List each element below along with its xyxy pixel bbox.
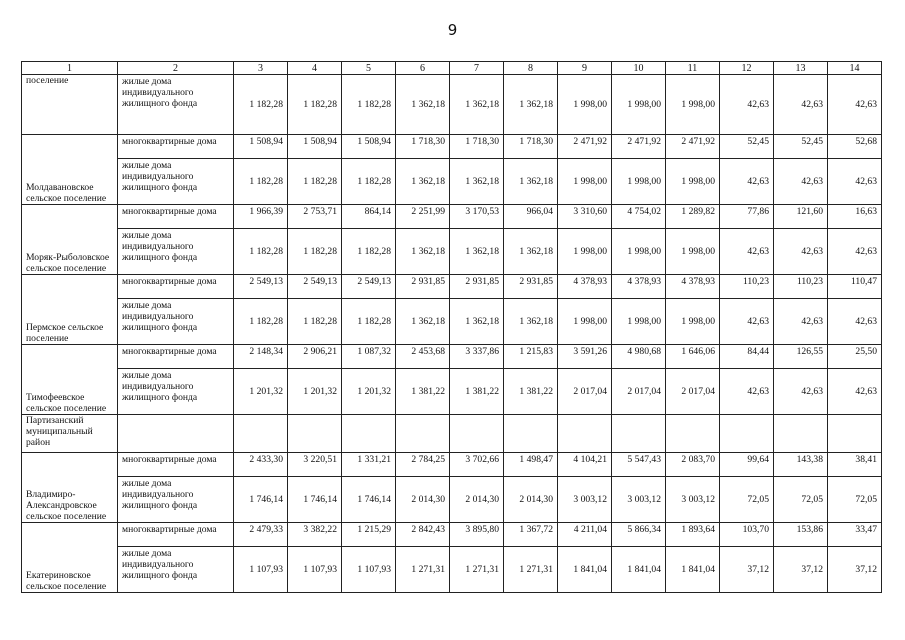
value-cell: 153,86 — [774, 523, 828, 547]
housing-type: жилые дома индивидуального жилищного фонда — [118, 299, 234, 345]
column-header: 13 — [774, 62, 828, 75]
column-header: 11 — [666, 62, 720, 75]
value-cell: 2 471,92 — [666, 135, 720, 159]
table-row — [22, 159, 882, 205]
value-cell: 37,12 — [720, 547, 774, 593]
value-cell: 1 182,28 — [342, 159, 396, 205]
value-cell: 1 998,00 — [666, 75, 720, 135]
value-cell — [612, 415, 666, 453]
value-cell: 1 362,18 — [504, 299, 558, 345]
value-cell: 1 498,47 — [504, 453, 558, 477]
value-cell: 1 998,00 — [612, 75, 666, 135]
housing-type: жилые дома индивидуального жилищного фонда — [118, 369, 234, 415]
value-cell: 2 433,30 — [234, 453, 288, 477]
value-cell: 1 998,00 — [612, 159, 666, 205]
value-cell: 37,12 — [828, 547, 882, 593]
value-cell: 1 362,18 — [396, 159, 450, 205]
value-cell: 5 866,34 — [612, 523, 666, 547]
settlement-name: Екатериновское сельское поселение — [22, 523, 118, 593]
settlement-name: Тимофеевское сельское поселение — [22, 345, 118, 415]
value-cell: 1 362,18 — [396, 299, 450, 345]
value-cell: 1 381,22 — [504, 369, 558, 415]
value-cell: 1 381,22 — [396, 369, 450, 415]
table-row — [22, 477, 882, 523]
value-cell: 1 746,14 — [342, 477, 396, 523]
value-cell: 3 702,66 — [450, 453, 504, 477]
value-cell: 2 931,85 — [396, 275, 450, 299]
value-cell: 25,50 — [828, 345, 882, 369]
value-cell: 1 841,04 — [666, 547, 720, 593]
value-cell: 110,47 — [828, 275, 882, 299]
value-cell: 2 014,30 — [396, 477, 450, 523]
value-cell: 2 931,85 — [450, 275, 504, 299]
value-cell: 1 362,18 — [450, 75, 504, 135]
value-cell — [504, 415, 558, 453]
table-row — [22, 135, 882, 159]
value-cell: 1 718,30 — [450, 135, 504, 159]
value-cell: 2 471,92 — [612, 135, 666, 159]
housing-type: жилые дома индивидуального жилищного фонда — [118, 75, 234, 135]
settlement-name: Пермское сельское поселение — [22, 275, 118, 345]
value-cell: 1 998,00 — [666, 229, 720, 275]
page-number: 9 — [447, 21, 458, 39]
value-cell: 2 148,34 — [234, 345, 288, 369]
value-cell: 1 841,04 — [612, 547, 666, 593]
value-cell: 2 471,92 — [558, 135, 612, 159]
value-cell: 1 998,00 — [558, 299, 612, 345]
table-row — [22, 205, 882, 229]
value-cell: 42,63 — [828, 75, 882, 135]
value-cell: 52,45 — [720, 135, 774, 159]
table-row — [22, 547, 882, 593]
value-cell: 1 746,14 — [288, 477, 342, 523]
housing-type: жилые дома индивидуального жилищного фонда — [118, 229, 234, 275]
value-cell: 42,63 — [774, 159, 828, 205]
value-cell: 1 201,32 — [234, 369, 288, 415]
value-cell: 1 271,31 — [450, 547, 504, 593]
value-cell: 42,63 — [828, 369, 882, 415]
value-cell: 4 104,21 — [558, 453, 612, 477]
value-cell: 1 746,14 — [234, 477, 288, 523]
column-header: 9 — [558, 62, 612, 75]
value-cell: 2 017,04 — [558, 369, 612, 415]
value-cell: 42,63 — [774, 229, 828, 275]
value-cell: 2 014,30 — [504, 477, 558, 523]
value-cell: 3 337,86 — [450, 345, 504, 369]
column-header-row — [22, 62, 882, 75]
column-header: 12 — [720, 62, 774, 75]
value-cell: 2 753,71 — [288, 205, 342, 229]
housing-type: многоквартирные дома — [118, 453, 234, 477]
value-cell: 42,63 — [828, 229, 882, 275]
value-cell: 84,44 — [720, 345, 774, 369]
value-cell: 3 310,60 — [558, 205, 612, 229]
value-cell: 42,63 — [720, 299, 774, 345]
table-row — [22, 75, 882, 135]
value-cell: 1 367,72 — [504, 523, 558, 547]
column-header: 5 — [342, 62, 396, 75]
value-cell: 1 271,31 — [504, 547, 558, 593]
value-cell — [450, 415, 504, 453]
value-cell: 42,63 — [720, 75, 774, 135]
value-cell: 1 182,28 — [288, 159, 342, 205]
value-cell: 4 378,93 — [558, 275, 612, 299]
housing-type: многоквартирные дома — [118, 205, 234, 229]
value-cell: 99,64 — [720, 453, 774, 477]
value-cell — [720, 415, 774, 453]
value-cell: 72,05 — [774, 477, 828, 523]
value-cell: 1 087,32 — [342, 345, 396, 369]
value-cell: 1 998,00 — [666, 299, 720, 345]
value-cell: 1 331,21 — [342, 453, 396, 477]
column-header: 3 — [234, 62, 288, 75]
value-cell: 1 289,82 — [666, 205, 720, 229]
value-cell: 42,63 — [774, 299, 828, 345]
value-cell: 42,63 — [828, 159, 882, 205]
value-cell: 2 017,04 — [612, 369, 666, 415]
column-header: 14 — [828, 62, 882, 75]
value-cell: 2 931,85 — [504, 275, 558, 299]
value-cell: 1 381,22 — [450, 369, 504, 415]
column-header: 4 — [288, 62, 342, 75]
value-cell: 143,38 — [774, 453, 828, 477]
value-cell: 864,14 — [342, 205, 396, 229]
value-cell: 1 508,94 — [288, 135, 342, 159]
housing-type: многоквартирные дома — [118, 135, 234, 159]
value-cell: 4 980,68 — [612, 345, 666, 369]
column-header: 8 — [504, 62, 558, 75]
value-cell: 1 182,28 — [234, 75, 288, 135]
value-cell: 4 211,04 — [558, 523, 612, 547]
value-cell: 3 220,51 — [288, 453, 342, 477]
column-header: 2 — [118, 62, 234, 75]
value-cell: 1 182,28 — [342, 299, 396, 345]
value-cell — [666, 415, 720, 453]
value-cell: 42,63 — [720, 229, 774, 275]
table-row — [22, 369, 882, 415]
value-cell: 1 362,18 — [396, 229, 450, 275]
value-cell: 2 842,43 — [396, 523, 450, 547]
settlement-name: Партизанский муниципальный район — [22, 415, 118, 453]
column-header: 10 — [612, 62, 666, 75]
value-cell: 1 215,83 — [504, 345, 558, 369]
value-cell: 42,63 — [774, 75, 828, 135]
value-cell: 2 549,13 — [342, 275, 396, 299]
value-cell: 1 998,00 — [612, 299, 666, 345]
value-cell: 1 841,04 — [558, 547, 612, 593]
value-cell: 52,45 — [774, 135, 828, 159]
value-cell: 1 362,18 — [450, 159, 504, 205]
value-cell: 103,70 — [720, 523, 774, 547]
value-cell: 1 182,28 — [342, 75, 396, 135]
settlement-name: поселение — [22, 75, 118, 135]
value-cell: 3 895,80 — [450, 523, 504, 547]
value-cell: 2 014,30 — [450, 477, 504, 523]
value-cell: 1 362,18 — [450, 299, 504, 345]
value-cell: 966,04 — [504, 205, 558, 229]
value-cell: 1 201,32 — [288, 369, 342, 415]
value-cell — [234, 415, 288, 453]
value-cell: 1 998,00 — [558, 159, 612, 205]
value-cell: 37,12 — [774, 547, 828, 593]
value-cell — [558, 415, 612, 453]
value-cell: 1 508,94 — [234, 135, 288, 159]
value-cell: 77,86 — [720, 205, 774, 229]
value-cell: 1 201,32 — [342, 369, 396, 415]
value-cell: 1 646,06 — [666, 345, 720, 369]
value-cell: 3 003,12 — [612, 477, 666, 523]
value-cell: 1 182,28 — [342, 229, 396, 275]
value-cell: 1 362,18 — [504, 229, 558, 275]
value-cell: 42,63 — [720, 159, 774, 205]
value-cell: 1 215,29 — [342, 523, 396, 547]
column-header: 6 — [396, 62, 450, 75]
value-cell: 4 754,02 — [612, 205, 666, 229]
value-cell: 5 547,43 — [612, 453, 666, 477]
table-row — [22, 229, 882, 275]
value-cell: 1 107,93 — [342, 547, 396, 593]
value-cell: 2 017,04 — [666, 369, 720, 415]
value-cell: 3 003,12 — [558, 477, 612, 523]
value-cell: 4 378,93 — [666, 275, 720, 299]
column-header: 1 — [22, 62, 118, 75]
value-cell: 1 998,00 — [558, 229, 612, 275]
settlement-name: Владимиро-Александровское сельское поселение — [22, 453, 118, 523]
housing-type: жилые дома индивидуального жилищного фонда — [118, 547, 234, 593]
value-cell: 126,55 — [774, 345, 828, 369]
value-cell: 110,23 — [720, 275, 774, 299]
value-cell: 1 182,28 — [234, 159, 288, 205]
value-cell: 72,05 — [828, 477, 882, 523]
column-header: 7 — [450, 62, 504, 75]
value-cell: 2 549,13 — [288, 275, 342, 299]
value-cell: 42,63 — [774, 369, 828, 415]
value-cell — [828, 415, 882, 453]
value-cell: 2 906,21 — [288, 345, 342, 369]
value-cell: 1 966,39 — [234, 205, 288, 229]
value-cell — [774, 415, 828, 453]
table-row — [22, 415, 882, 453]
table-row — [22, 275, 882, 299]
value-cell: 1 508,94 — [342, 135, 396, 159]
value-cell: 72,05 — [720, 477, 774, 523]
value-cell: 1 362,18 — [504, 159, 558, 205]
table-row — [22, 523, 882, 547]
housing-type: многоквартирные дома — [118, 345, 234, 369]
value-cell: 16,63 — [828, 205, 882, 229]
value-cell: 2 549,13 — [234, 275, 288, 299]
value-cell: 121,60 — [774, 205, 828, 229]
settlement-name: Моряк-Рыболовское сельское поселение — [22, 205, 118, 275]
housing-type: жилые дома индивидуального жилищного фонда — [118, 159, 234, 205]
settlement-name: Молдавановское сельское поселение — [22, 135, 118, 205]
value-cell: 1 718,30 — [504, 135, 558, 159]
value-cell: 4 378,93 — [612, 275, 666, 299]
table-row — [22, 453, 882, 477]
value-cell: 42,63 — [720, 369, 774, 415]
value-cell: 1 182,28 — [288, 299, 342, 345]
value-cell: 1 362,18 — [504, 75, 558, 135]
value-cell: 2 251,99 — [396, 205, 450, 229]
value-cell: 1 182,28 — [234, 299, 288, 345]
tariff-table — [21, 61, 882, 593]
value-cell: 1 362,18 — [450, 229, 504, 275]
housing-type: жилые дома индивидуального жилищного фонда — [118, 477, 234, 523]
value-cell: 1 998,00 — [558, 75, 612, 135]
value-cell: 3 382,22 — [288, 523, 342, 547]
value-cell: 1 362,18 — [396, 75, 450, 135]
housing-type — [118, 415, 234, 453]
value-cell: 3 170,53 — [450, 205, 504, 229]
value-cell: 2 784,25 — [396, 453, 450, 477]
table-row — [22, 299, 882, 345]
value-cell: 1 107,93 — [288, 547, 342, 593]
value-cell — [396, 415, 450, 453]
value-cell: 1 998,00 — [612, 229, 666, 275]
value-cell: 1 718,30 — [396, 135, 450, 159]
value-cell: 1 271,31 — [396, 547, 450, 593]
value-cell: 110,23 — [774, 275, 828, 299]
value-cell: 1 182,28 — [288, 229, 342, 275]
value-cell: 1 182,28 — [288, 75, 342, 135]
value-cell — [288, 415, 342, 453]
table-row — [22, 345, 882, 369]
value-cell: 2 453,68 — [396, 345, 450, 369]
value-cell: 52,68 — [828, 135, 882, 159]
value-cell: 1 182,28 — [234, 229, 288, 275]
value-cell — [342, 415, 396, 453]
value-cell: 42,63 — [828, 299, 882, 345]
value-cell: 3 591,26 — [558, 345, 612, 369]
value-cell: 38,41 — [828, 453, 882, 477]
value-cell: 2 479,33 — [234, 523, 288, 547]
value-cell: 1 998,00 — [666, 159, 720, 205]
value-cell: 2 083,70 — [666, 453, 720, 477]
housing-type: многоквартирные дома — [118, 523, 234, 547]
housing-type: многоквартирные дома — [118, 275, 234, 299]
value-cell: 3 003,12 — [666, 477, 720, 523]
value-cell: 1 107,93 — [234, 547, 288, 593]
value-cell: 33,47 — [828, 523, 882, 547]
value-cell: 1 893,64 — [666, 523, 720, 547]
